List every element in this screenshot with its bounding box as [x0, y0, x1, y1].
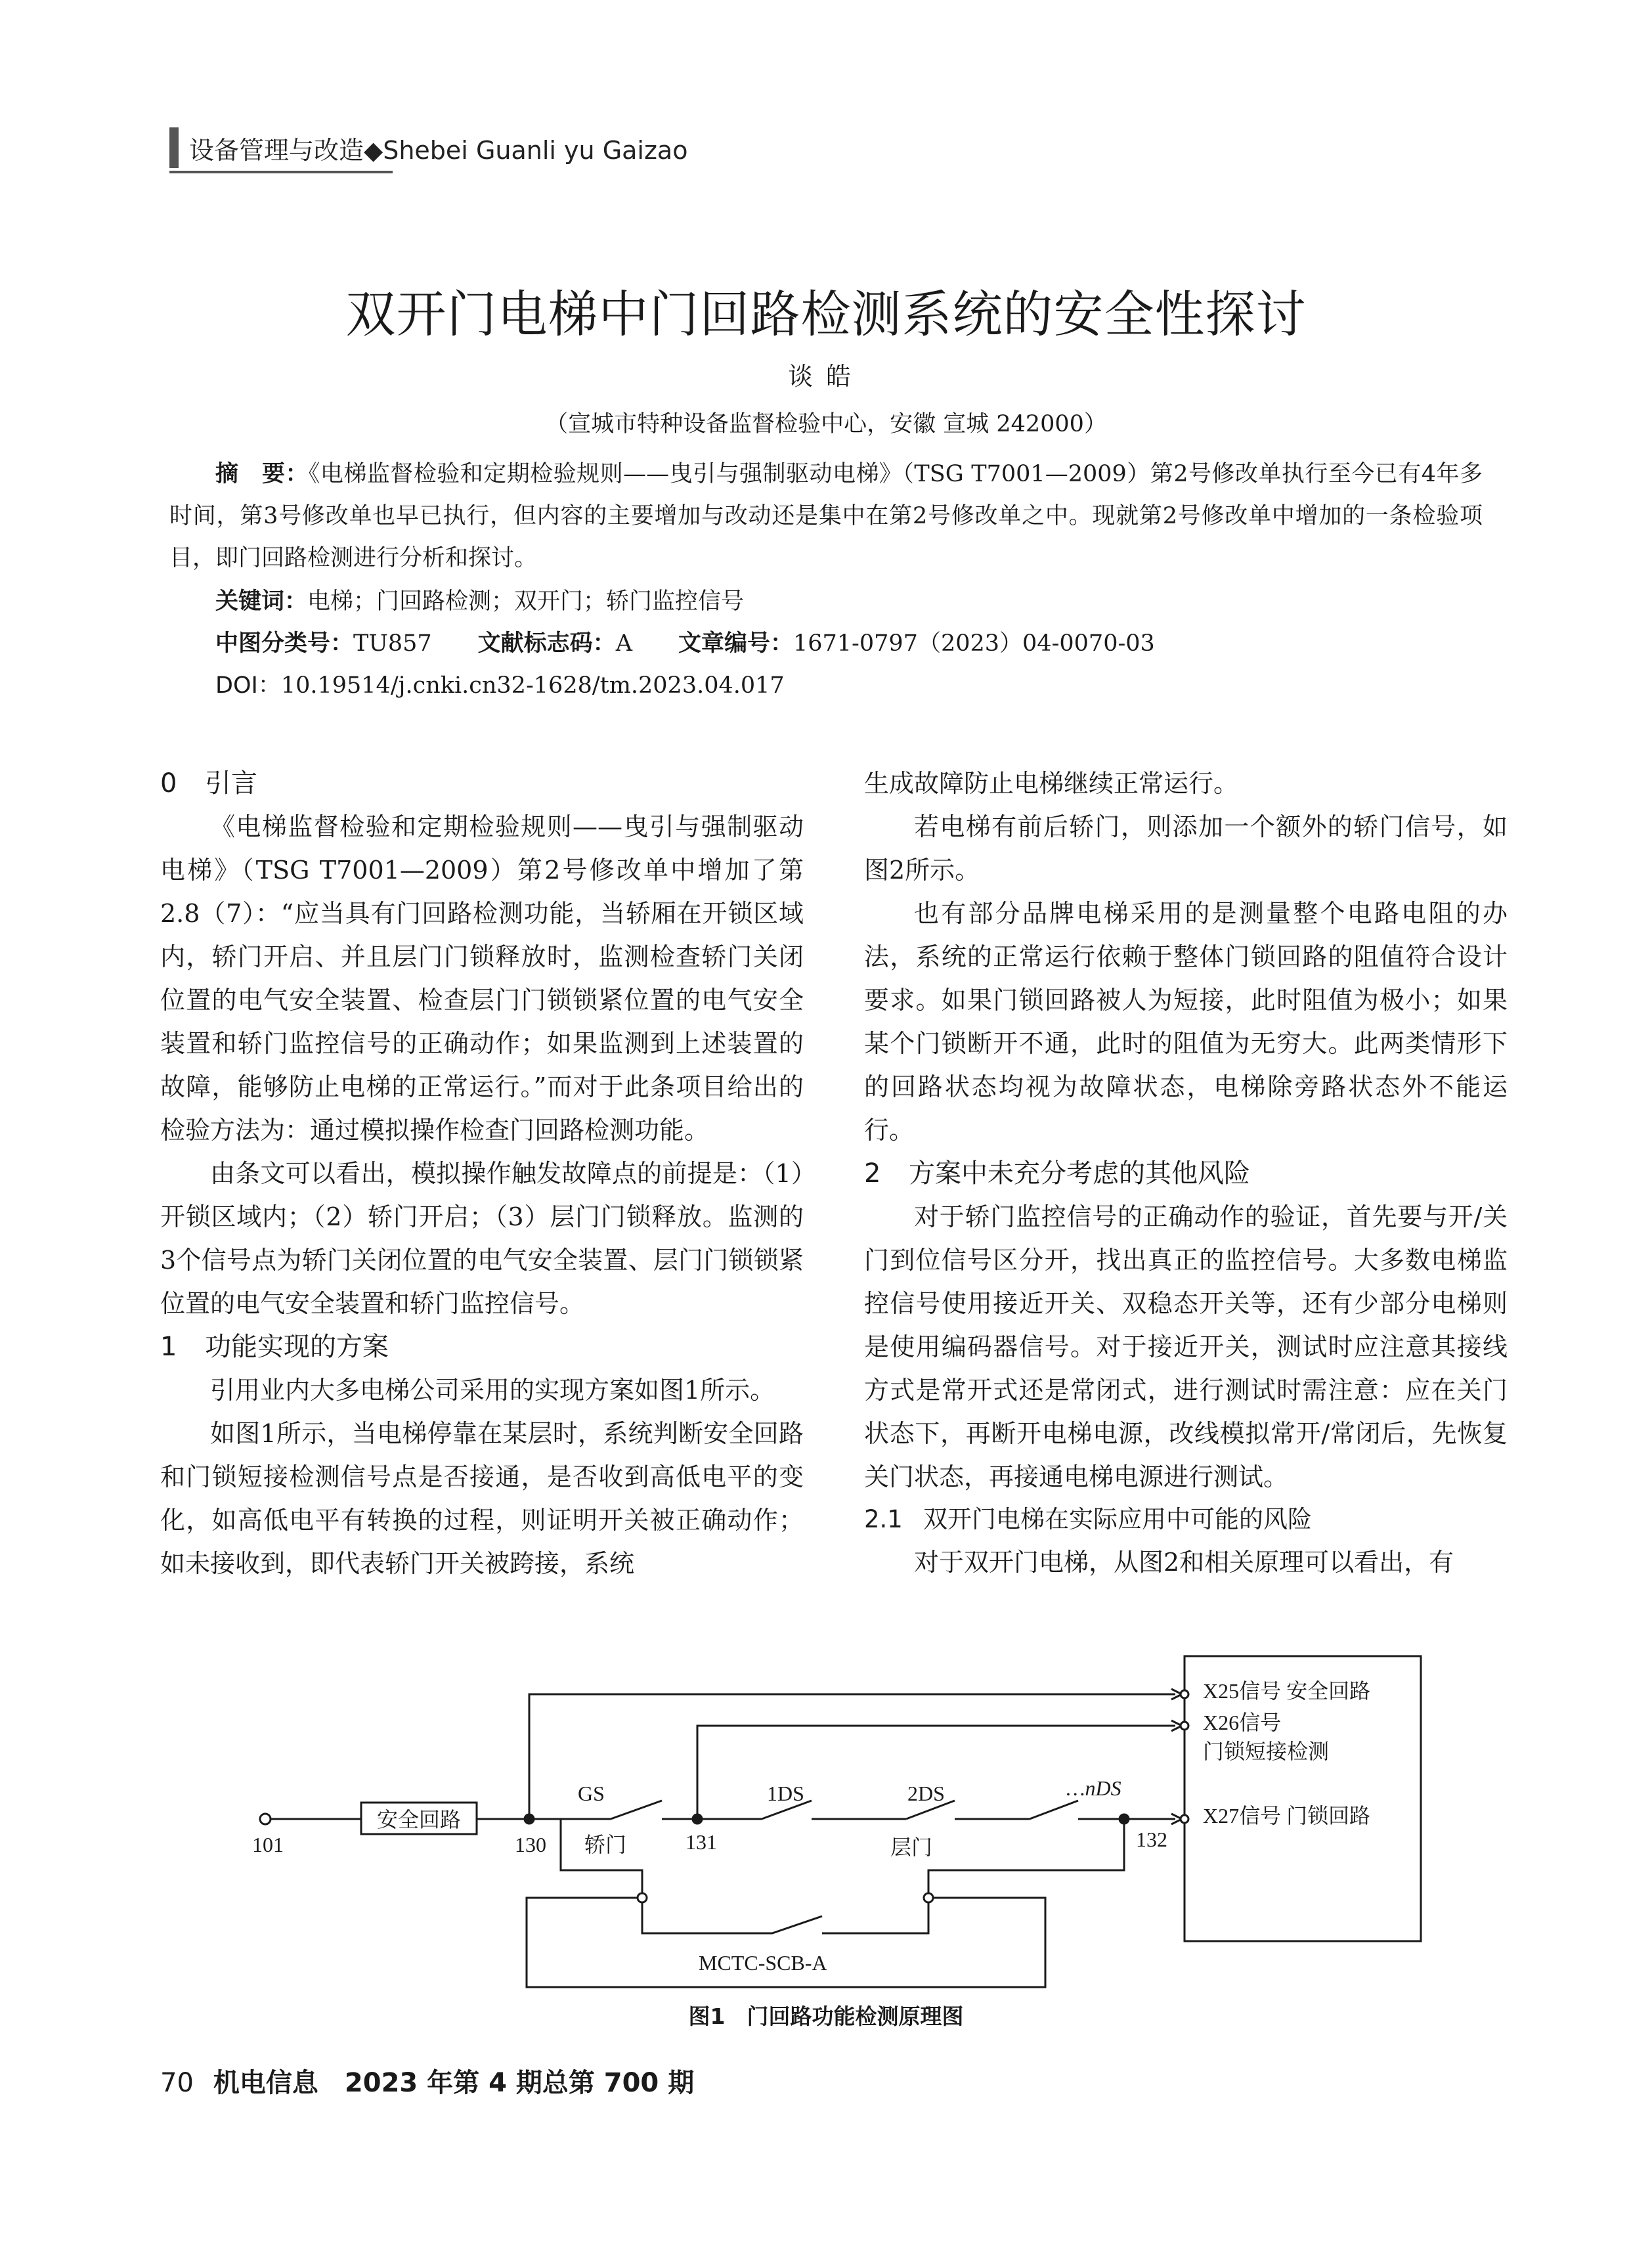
paragraph: 也有部分品牌电梯采用的是测量整个电路电阻的办法，系统的正常运行依赖于整体门锁回路的阻值符合设计要求。如果门锁回路被人为短接，此时阻值为极小；如果某个门锁断开不通，此时的阻值为无穷大。此两类情形下的回路状态均视为故障状态，电梯除旁路状态外不能运行。: [864, 899, 1508, 1145]
label-nds: …nDS: [1066, 1776, 1121, 1800]
paragraph: 对于轿门监控信号的正确动作的验证，首先要与开/关门到位信号区分开，找出真正的监控信号。大多数电梯监控信号使用接近开关、双稳态开关等，还有少部分电梯则是使用编码器信号。对于接近开关，测试时应注意其接线方式是常开式还是常闭式，进行测试时需注意：应在关门状态下，再断开电梯电源，改线模拟常开/常闭后，先恢复关门状态，再接通电梯电源进行测试。: [864, 1202, 1508, 1491]
abstract-text: 《电梯监督检验和定期检验规则——曳引与强制驱动电梯》（TSG T7001—2009）第2号修改单执行至今已有4年多时间，第3号修改单也早已执行，但内容的主要增加与改动还是集中在第2号修改单之中。现就第2号修改单中增加的一条检验项目，即门回路检测进行分析和探讨。: [169, 461, 1483, 571]
label-2ds: 2DS: [907, 1782, 945, 1805]
section-1-title: 功能实现的方案: [205, 1332, 389, 1362]
board-terminal-right: [924, 1893, 933, 1902]
paragraph: 引用业内大多电梯公司采用的实现方案如图1所示。: [210, 1376, 775, 1405]
label-x26-check: 门锁短接检测: [1203, 1740, 1330, 1763]
section-1-number: 1: [160, 1332, 177, 1362]
paragraph: 《电梯监督检验和定期检验规则——曳引与强制驱动电梯》（TSG T7001—2009）第2号修改单中增加了第2.8（7）：“应当具有门回路检测功能，当轿厢在开锁区域内，轿门开启、并且层门门锁释放时，监测检查轿门关闭位置的电气安全装置、检查层门门锁锁紧位置的电气安全装置和轿门监控信号的正确动作；如果监测到上述装置的故障，能够防止电梯的正常运行。”而对于此条项目给出的检验方法为：通过模拟操作检查门回路检测功能。: [160, 812, 804, 1145]
x25-wire: [529, 1694, 1175, 1819]
doi-label: DOI：: [215, 672, 281, 699]
keywords-text: 电梯；门回路检测；双开门；轿门监控信号: [307, 588, 745, 615]
terminal-101: [260, 1814, 271, 1824]
x27-terminal: [1181, 1815, 1188, 1823]
label-130: 130: [515, 1833, 546, 1856]
abstract: [169, 453, 1483, 579]
section-2-number: 2: [864, 1158, 881, 1189]
page-number: 70: [160, 2068, 194, 2098]
gs-switch: [611, 1801, 662, 1819]
label-board: MCTC-SCB-A: [699, 1951, 827, 1975]
landing-door-tap: [928, 1819, 1124, 1898]
abstract-label: 摘 要：: [215, 461, 309, 487]
clc-value: TU857: [353, 630, 432, 657]
doc-code-value: A: [615, 630, 632, 657]
section-0-heading: [160, 762, 804, 805]
label-x27: X27信号 门锁回路: [1203, 1804, 1371, 1828]
article-no-label: 文章编号：: [678, 630, 793, 657]
label-x25: X25信号 安全回路: [1203, 1679, 1371, 1703]
keywords: [215, 583, 744, 616]
article-no-value: 1671-0797（2023）04-0070-03: [793, 630, 1155, 657]
label-gs: GS: [578, 1782, 605, 1805]
section-2-1-title: 双开门电梯在实际应用中可能的风险: [923, 1505, 1312, 1533]
label-car-door: 轿门: [584, 1833, 627, 1856]
paper-title: 双开门电梯中门回路检测系统的安全性探讨: [345, 285, 1307, 343]
node-131: [693, 1814, 702, 1824]
section-0-title: 引言: [205, 768, 257, 799]
paragraph: 由条文可以看出，模拟操作触发故障点的前提是：（1）开锁区域内；（2）轿门开启；（3）层门门锁释放。监测的3个信号点为轿门关闭位置的电气安全装置、层门门锁锁紧位置的电气安全装置和轿门监控信号。: [160, 1159, 804, 1318]
running-header: [169, 125, 687, 171]
left-column: [160, 762, 804, 1585]
section-2-1-heading: [864, 1499, 1508, 1541]
node-130: [525, 1814, 534, 1824]
label-131: 131: [685, 1830, 717, 1854]
clc-label: 中图分类号：: [215, 630, 354, 657]
keywords-label: 关键词：: [215, 588, 308, 615]
affiliation: （宣城市特种设备监督检验中心，安徽 宣城 242000）: [545, 411, 1107, 437]
section-1-heading: [160, 1325, 804, 1369]
label-safety-circuit: 安全回路: [377, 1808, 462, 1831]
doc-code-label: 文献标志码：: [477, 630, 616, 657]
doi-value: 10.19514/j.cnki.cn32-1628/tm.2023.04.017: [280, 672, 785, 699]
running-header-text: 设备管理与改造◆Shebei Guanli yu Gaizao: [189, 135, 688, 165]
label-132: 132: [1136, 1828, 1167, 1851]
section-2-heading: [864, 1152, 1508, 1195]
x25-terminal: [1181, 1690, 1188, 1698]
header-bar: [169, 127, 179, 168]
board-contact-right: [822, 1902, 928, 1933]
label-landing-door: 层门: [890, 1835, 933, 1859]
journal-issue: 机电信息 2023 年第 4 期总第 700 期: [213, 2068, 695, 2098]
author: 谈皓: [787, 362, 864, 391]
section-0-number: 0: [160, 768, 177, 799]
label-x26-signal: X26信号: [1203, 1711, 1282, 1734]
paragraph: 对于双开门电梯，从图2和相关原理可以看出，有: [914, 1548, 1454, 1577]
board-terminal-left: [638, 1893, 647, 1902]
classification-line: [215, 625, 1155, 658]
label-101: 101: [252, 1833, 284, 1856]
paragraph: 如图1所示，当电梯停靠在某层时，系统判断安全回路和门锁短接检测信号点是否接通，是否收到高低电平的变化，如高低电平有转换的过程，则证明开关被正确动作；如未接收到，即代表轿门开关被跨接，系统: [160, 1419, 804, 1578]
x26-terminal: [1181, 1722, 1188, 1730]
paragraph: 生成故障防止电梯继续正常运行。: [864, 769, 1239, 798]
section-2-title: 方案中未充分考虑的其他风险: [909, 1158, 1250, 1189]
section-2-1-number: 2.1: [864, 1505, 903, 1533]
dsn-switch: [1030, 1801, 1078, 1819]
doi-line: [215, 667, 785, 700]
paragraph: 若电梯有前后轿门，则添加一个额外的轿门信号，如图2所示。: [864, 812, 1508, 885]
figure-caption: 图1 门回路功能检测原理图: [688, 2004, 964, 2029]
label-1ds: 1DS: [767, 1782, 804, 1805]
car-door-tap: [561, 1819, 642, 1898]
footer: [160, 2062, 694, 2099]
header-underline: [169, 171, 393, 173]
board-contact-left: [642, 1902, 822, 1933]
circuit-diagram: [0, 1622, 1652, 2016]
right-column: [864, 762, 1508, 1584]
